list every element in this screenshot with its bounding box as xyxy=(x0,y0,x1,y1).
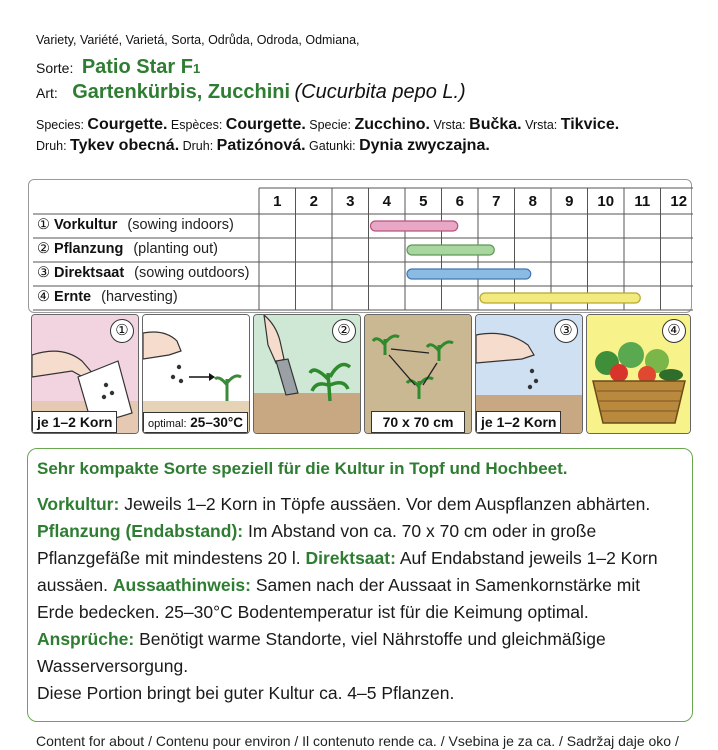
activity-english: (sowing indoors) xyxy=(123,217,234,233)
species-label: Vrsta: xyxy=(430,118,470,132)
month-label: 6 xyxy=(455,193,464,210)
activity-english: (harvesting) xyxy=(97,289,178,305)
period-bar xyxy=(480,293,640,303)
species-value: Courgette. xyxy=(87,116,168,133)
key-aussaathinweis: Aussaathinweis: xyxy=(112,575,251,595)
period-bar xyxy=(407,245,494,255)
text: Jeweils 1–2 Korn in Töpfe aussäen. Vor dem Auspflanzen abhärten. xyxy=(119,494,651,514)
species-label: Vrsta: xyxy=(521,118,561,132)
month-label: 11 xyxy=(634,193,651,210)
month-label: 1 xyxy=(273,193,282,210)
variety-line: Variety, Variété, Varietá, Sorta, Odrůda, Odroda, Odmiana, xyxy=(36,33,360,47)
step-number: ③ xyxy=(37,265,55,281)
text: Im Abstand von ca. 70 x 70 cm oder in große xyxy=(243,521,597,541)
month-label: 5 xyxy=(419,193,428,210)
step-number: ② xyxy=(37,241,55,257)
panel-caption: je 1–2 Korn xyxy=(32,411,117,433)
calendar-row-label xyxy=(37,265,249,281)
calendar-row-label xyxy=(37,289,178,305)
activity-name: Direktsaat xyxy=(54,265,125,281)
step-number: ① xyxy=(37,217,55,233)
species-label: Gatunki: xyxy=(305,139,360,153)
step-number-badge: ① xyxy=(110,319,134,343)
step-number: ④ xyxy=(37,289,55,305)
month-label: 8 xyxy=(528,193,537,210)
sorte-value: Patio Star F xyxy=(81,56,193,78)
species-value: Zucchino. xyxy=(354,116,430,133)
step-number-badge: ② xyxy=(332,319,356,343)
month-label: 3 xyxy=(346,193,355,210)
panel-planting-out xyxy=(253,314,361,434)
sorte-row xyxy=(36,56,200,79)
description-line-portion: Diese Portion bringt bei guter Kultur ca. 4–5 Pflanzen. xyxy=(37,683,455,703)
species-label: Druh: xyxy=(36,139,71,153)
month-label: 4 xyxy=(382,193,391,210)
description-line-7: Wasserversorgung. xyxy=(37,656,189,676)
caption-value: 25–30°C xyxy=(190,415,243,430)
text: Auf Endabstand jeweils 1–2 Korn xyxy=(395,548,658,568)
calendar-row-label xyxy=(37,241,218,257)
species-value: Tykev obecná. xyxy=(70,137,180,154)
species-value: Dynia zwyczajna. xyxy=(359,137,490,154)
activity-english: (sowing outdoors) xyxy=(130,265,250,281)
species-line-1 xyxy=(36,116,619,134)
text: Benötigt warme Standorte, viel Nährstoffe und gleichmäßige xyxy=(134,629,606,649)
sowing-calendar xyxy=(28,179,692,313)
month-label: 2 xyxy=(309,193,318,210)
art-latin: (Cucurbita pepo L.) xyxy=(294,81,466,103)
caption-prefix: optimal: xyxy=(148,418,187,430)
key-direktsaat: Direktsaat: xyxy=(305,548,396,568)
art-value: Gartenkürbis, Zucchini xyxy=(72,81,291,103)
month-label: 7 xyxy=(492,193,501,210)
footer-content-line: Content for about / Contenu pour environ / Il contenuto rende ca. / Vsebina je za ca. / Sadržaj daje oko / xyxy=(36,733,679,749)
month-label: 12 xyxy=(670,193,688,210)
month-label: 9 xyxy=(565,193,574,210)
activity-name: Pflanzung xyxy=(54,241,124,257)
text: Samen nach der Aussaat in Samenkornstärke mit xyxy=(251,575,641,595)
panel-harvesting xyxy=(586,314,691,434)
description-line-pflanzung xyxy=(37,521,596,542)
activity-english: (planting out) xyxy=(129,241,218,257)
panel-caption: 70 x 70 cm xyxy=(371,411,465,433)
key-pflanzung: Pflanzung (Endabstand): xyxy=(37,521,244,541)
description-line-anspruche xyxy=(37,629,606,650)
calendar-row-label xyxy=(37,217,234,233)
description-headline: Sehr kompakte Sorte speziell für die Kultur in Topf und Hochbeet. xyxy=(37,459,568,478)
description-line-vorkultur xyxy=(37,494,650,515)
art-label: Art: xyxy=(36,85,58,101)
period-bar xyxy=(371,221,458,231)
text: aussäen. xyxy=(37,575,113,595)
panel-sowing-outdoors xyxy=(475,314,583,434)
species-label: Species: xyxy=(36,118,88,132)
art-row xyxy=(36,81,466,104)
illustration-panels xyxy=(31,314,691,436)
panel-germination xyxy=(142,314,250,434)
key-anspruche: Ansprüche: xyxy=(37,629,135,649)
species-value: Tikvice. xyxy=(560,116,620,133)
species-value: Courgette. xyxy=(225,116,306,133)
activity-name: Ernte xyxy=(54,289,92,305)
species-label: Espèces: xyxy=(167,118,226,132)
key-vorkultur: Vorkultur: xyxy=(37,494,120,514)
species-value: Patizónová. xyxy=(216,137,306,154)
species-value: Bučka. xyxy=(469,116,522,133)
description-box xyxy=(27,448,693,722)
sorte-label: Sorte: xyxy=(36,60,74,76)
description-line-4 xyxy=(37,575,640,596)
description-line-3 xyxy=(37,548,658,569)
description-line-5: Erde bedecken. 25–30°C Bodentemperatur ist für die Keimung optimal. xyxy=(37,602,589,622)
species-line-2 xyxy=(36,137,490,155)
month-label: 10 xyxy=(597,193,615,210)
text: Pflanzgefäße mit mindestens 20 l. xyxy=(37,548,306,568)
species-label: Druh: xyxy=(179,139,217,153)
activity-name: Vorkultur xyxy=(54,217,118,233)
panel-spacing xyxy=(364,314,472,434)
panel-sowing-indoors xyxy=(31,314,139,434)
panel-caption xyxy=(143,412,248,433)
species-label: Specie: xyxy=(305,118,355,132)
step-number-badge: ③ xyxy=(554,319,578,343)
panel-caption: je 1–2 Korn xyxy=(476,411,561,433)
step-number-badge: ④ xyxy=(662,319,686,343)
period-bar xyxy=(407,269,531,279)
sorte-subscript: 1 xyxy=(192,61,201,76)
